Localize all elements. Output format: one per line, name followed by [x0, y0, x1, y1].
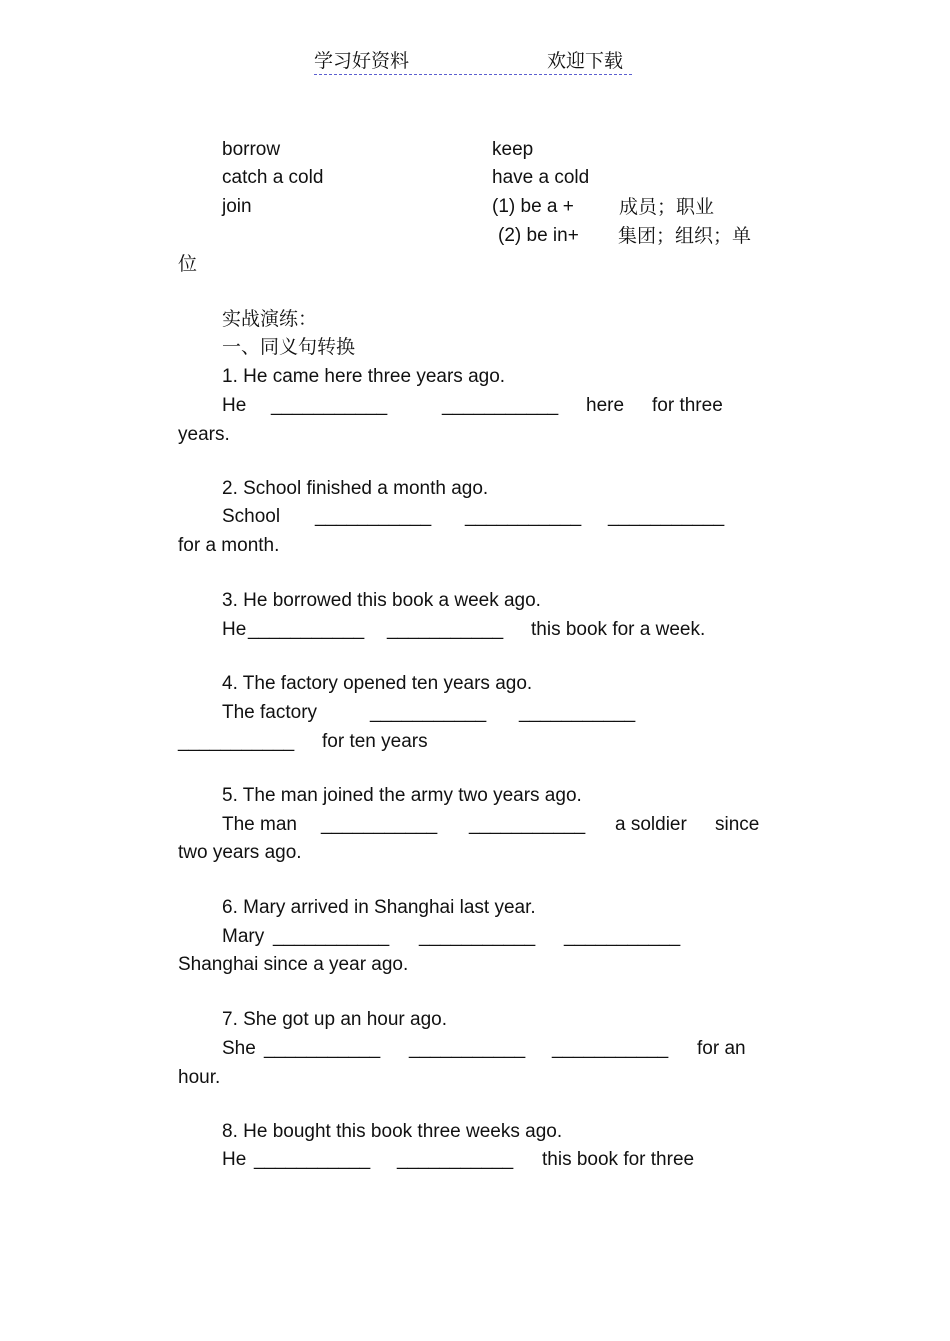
q2-blank-1[interactable]: ___________ — [315, 506, 432, 527]
q1-blank-1[interactable]: ___________ — [271, 395, 388, 416]
vocab-member-note: 成员；职业 — [619, 196, 715, 218]
q3-rest: this book for a week. — [531, 619, 706, 640]
q8-start: He — [222, 1149, 247, 1170]
q7-end: hour. — [178, 1067, 221, 1088]
q1-end: years. — [178, 424, 230, 445]
q1-for-three: for three — [652, 395, 723, 416]
q7-start: She — [222, 1038, 256, 1059]
q8-prompt: 8. He bought this book three weeks ago. — [222, 1121, 563, 1142]
q3-blank-2[interactable]: ___________ — [387, 619, 504, 640]
q4-end: for ten years — [322, 731, 428, 752]
q5-prompt: 5. The man joined the army two years ago. — [222, 785, 582, 806]
q5-start: The man — [222, 814, 297, 835]
q6-blank-1[interactable]: ___________ — [273, 926, 390, 947]
q1-blank-2[interactable]: ___________ — [442, 395, 559, 416]
q8-blank-1[interactable]: ___________ — [254, 1149, 371, 1170]
q6-end: Shanghai since a year ago. — [178, 954, 409, 975]
section-title: 实战演练： — [222, 308, 318, 330]
header-left: 学习好资料 — [314, 50, 410, 72]
q7-for-an: for an — [697, 1038, 746, 1059]
q2-prompt: 2. School finished a month ago. — [222, 478, 489, 499]
q8-blank-2[interactable]: ___________ — [397, 1149, 514, 1170]
section-subtitle: 一、同义句转换 — [222, 336, 356, 358]
q3-blank-1[interactable]: ___________ — [248, 619, 365, 640]
q7-prompt: 7. She got up an hour ago. — [222, 1009, 448, 1030]
q7-blank-1[interactable]: ___________ — [264, 1038, 381, 1059]
q4-blank-2[interactable]: ___________ — [519, 702, 636, 723]
q6-start: Mary — [222, 926, 265, 947]
q5-end: two years ago. — [178, 842, 302, 863]
vocab-keep: keep — [492, 139, 534, 160]
q3-prompt: 3. He borrowed this book a week ago. — [222, 590, 541, 611]
q2-blank-2[interactable]: ___________ — [465, 506, 582, 527]
q5-blank-2[interactable]: ___________ — [469, 814, 586, 835]
q1-here: here — [586, 395, 625, 416]
vocab-join: join — [222, 196, 252, 217]
q7-blank-2[interactable]: ___________ — [409, 1038, 526, 1059]
q3-start: He — [222, 619, 247, 640]
vocab-borrow: borrow — [222, 139, 281, 160]
q2-blank-3[interactable]: ___________ — [608, 506, 725, 527]
vocab-group-note: 集团；组织；单 — [618, 225, 752, 247]
q8-rest: this book for three — [542, 1149, 695, 1170]
q2-end: for a month. — [178, 535, 280, 556]
q6-prompt: 6. Mary arrived in Shanghai last year. — [222, 897, 536, 918]
vocab-have-a-cold: have a cold — [492, 167, 590, 188]
vocab-wrap-char: 位 — [178, 253, 198, 275]
q5-blank-1[interactable]: ___________ — [321, 814, 438, 835]
vocab-catch-a-cold: catch a cold — [222, 167, 324, 188]
q1-start: He — [222, 395, 247, 416]
vocab-be-in: (2) be in+ — [498, 225, 579, 246]
q6-blank-2[interactable]: ___________ — [419, 926, 536, 947]
header-right: 欢迎下载 — [547, 50, 624, 72]
q2-start: School — [222, 506, 281, 527]
q7-blank-3[interactable]: ___________ — [552, 1038, 669, 1059]
q4-start: The factory — [222, 702, 318, 723]
q4-prompt: 4. The factory opened ten years ago. — [222, 673, 533, 694]
vocab-be-a: (1) be a + — [492, 196, 574, 217]
q1-prompt: 1. He came here three years ago. — [222, 366, 506, 387]
q4-blank-3[interactable]: ___________ — [178, 731, 295, 752]
header-divider — [314, 74, 632, 75]
q5-a-soldier: a soldier — [615, 814, 687, 835]
q4-blank-1[interactable]: ___________ — [370, 702, 487, 723]
q5-since: since — [715, 814, 760, 835]
q6-blank-3[interactable]: ___________ — [564, 926, 681, 947]
